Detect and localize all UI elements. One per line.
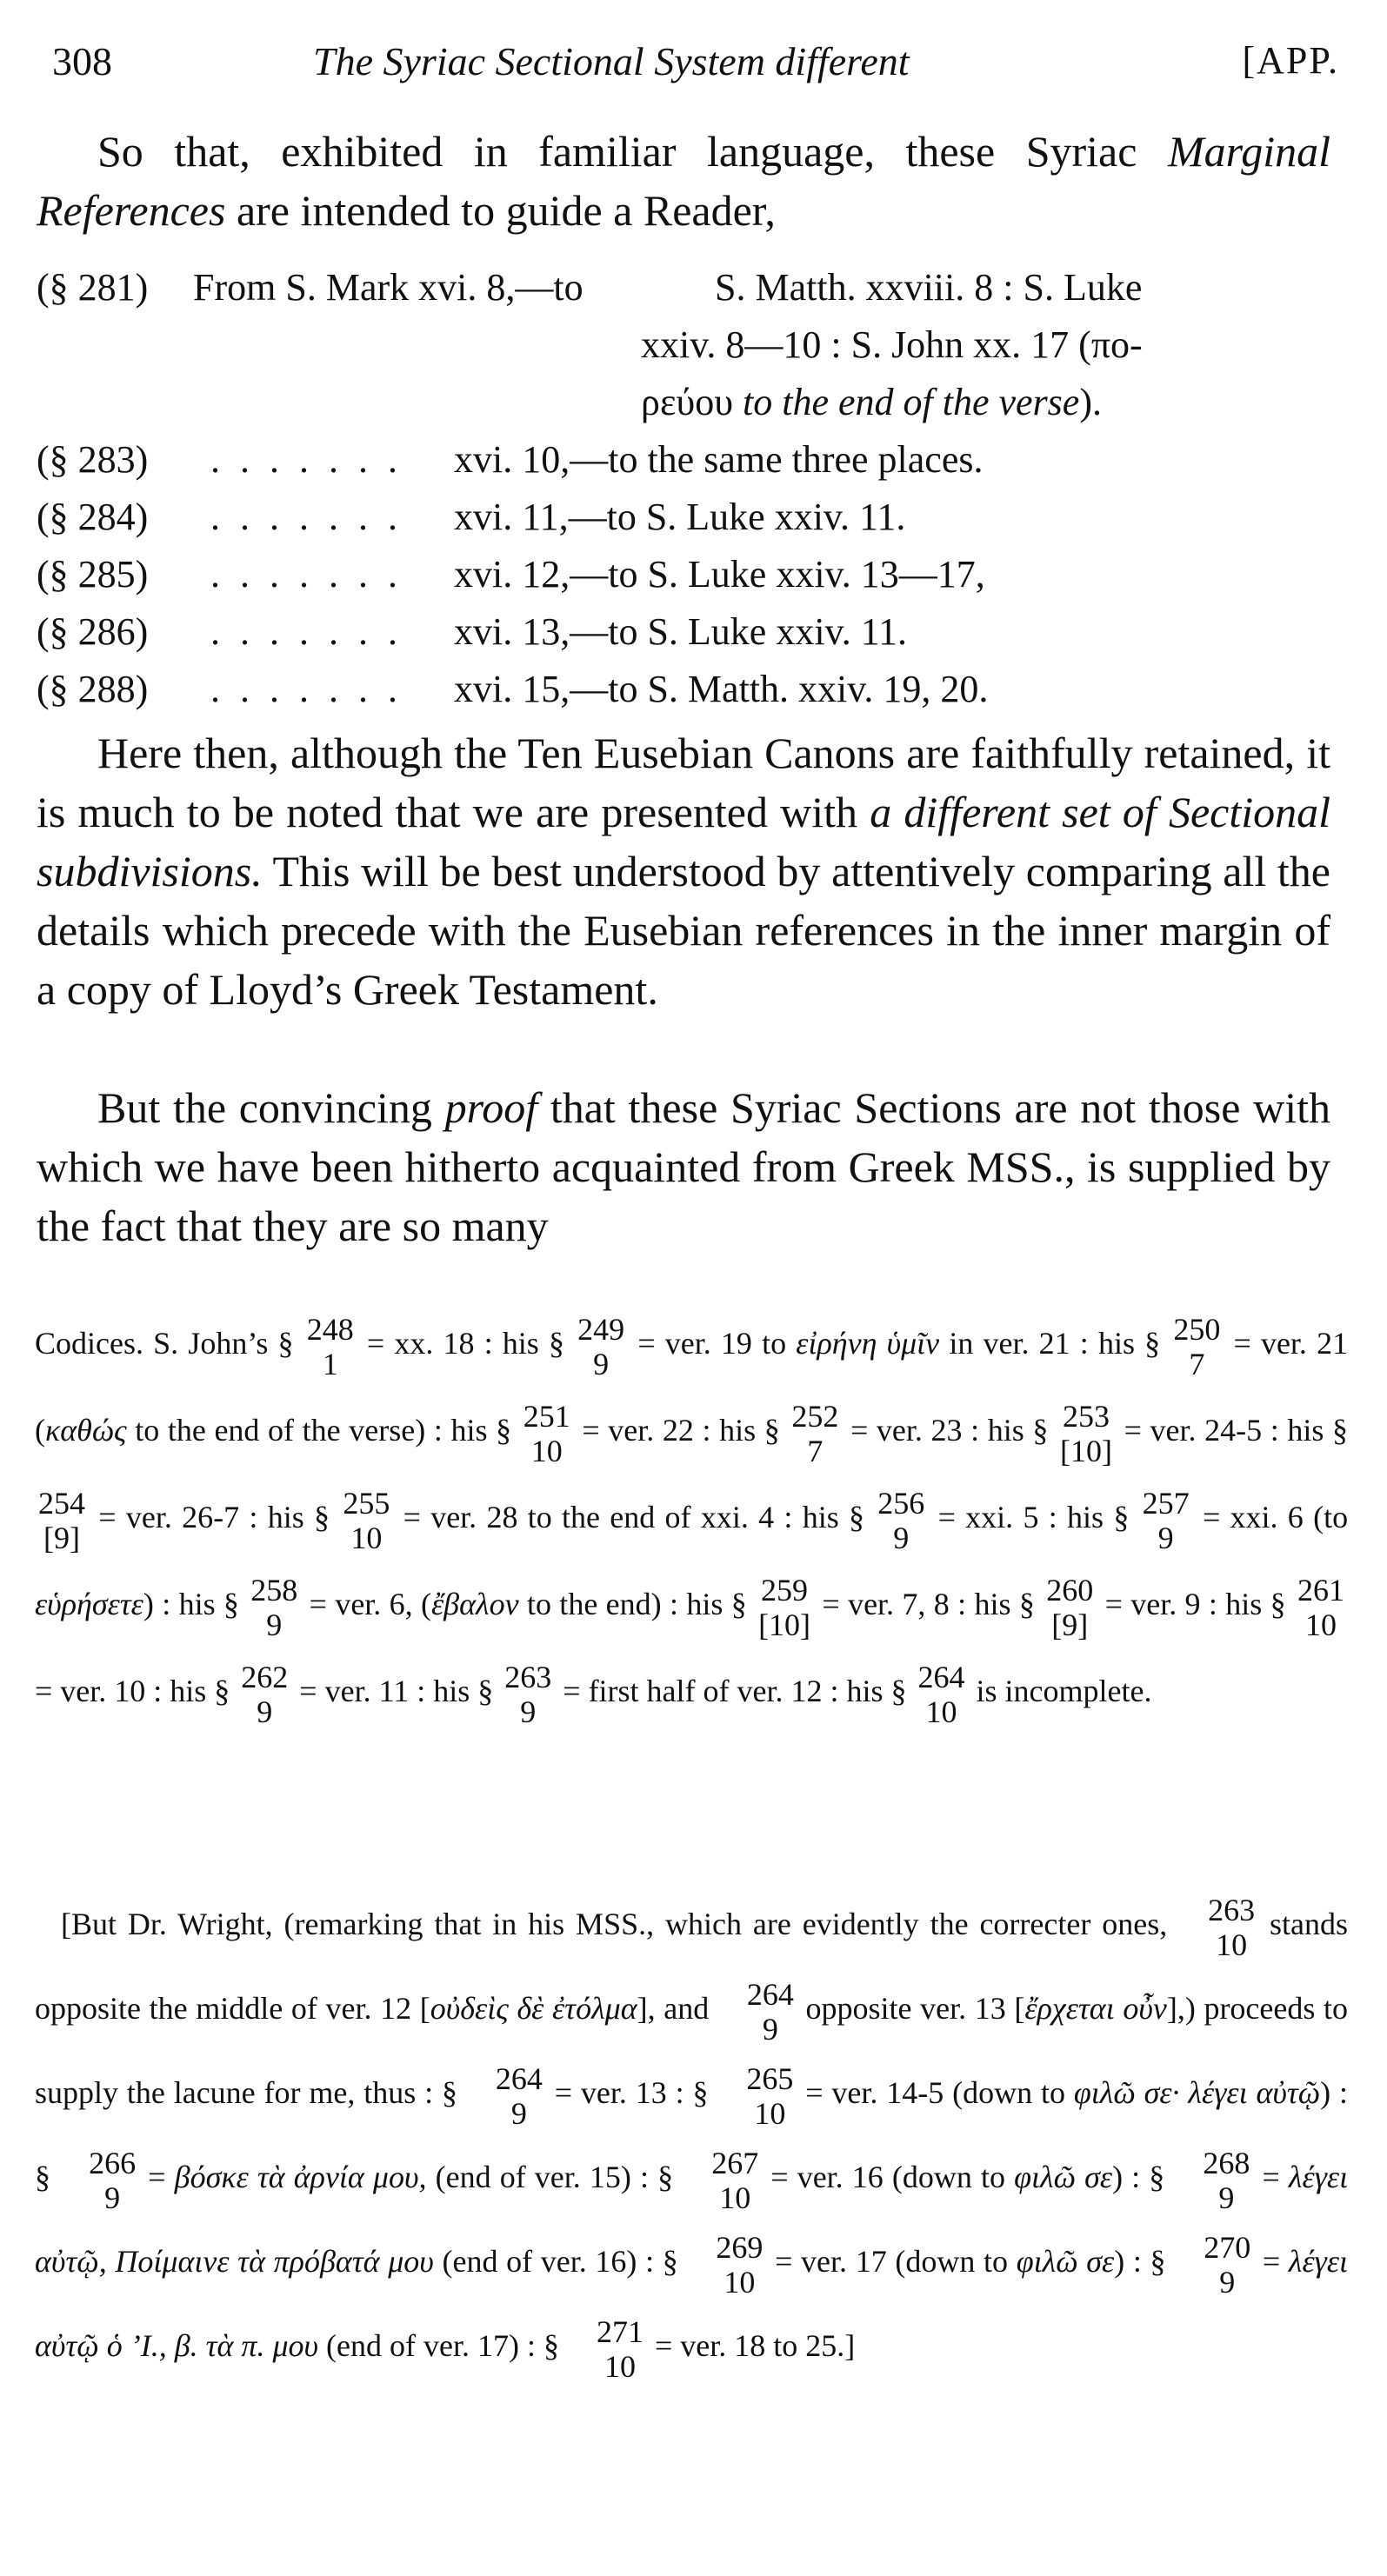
editorial-note: [But Dr. Wright, (remarking that in his MSS., which are evidently the correcter ones, 263 10 stands opposite the middle of ver. 12 [οὐδεὶς δὲ ἐτόλμα], and 264 9 opposite ver. 13 [ἔρχεται οὖν],) proceeds to supply the lacune for me, thus : § 264 9 = ver. 13 : § 265 10 = ver. 14-5 (down to φιλῶ σε· λέγει αὐτῷ) : § 266 9 = βόσκε τὰ ἀρνία μου, (end of ver. 15) : § 267 10 = ver. 16 (down to φιλῶ σε) : § 268 9 = λέγει αὐτῷ, Ποίμαινε τὰ πρόβατά μου (end of ver. 16) : § 269 10 = ver. 17 (down to φιλῶ σε) : § 270 9 = λέγει αὐτῷ ὁ ’Ι., β. τὰ π. μου (end of ver. 17) : § 271 10 = ver. 18 to 25.]	[35, 1892, 1349, 2384]
section-fraction: 263 9	[504, 1659, 552, 1729]
reference-row: (§ 284) . . . . . . . xvi. 11,—to S. Luke xxiv. 11.	[37, 496, 906, 538]
section-fraction: 256 9	[877, 1485, 925, 1555]
section-fraction: 266 9	[89, 2145, 137, 2215]
section-fraction: 262 9	[241, 1659, 289, 1729]
running-head	[52, 38, 1339, 90]
section-fraction: 271 10	[596, 2313, 643, 2384]
section-fraction: 264 9	[746, 1976, 794, 2047]
body-paragraph-1: Here then, although the Ten Eusebian Canons are faithfully retained, it is much to be noted that we are presented with a different set of Sectional subdivisions. This will be best understood by attentively comparing all the details which precede with the Eusebian references in the inner margin of a copy of Lloyd’s Greek Testament.	[37, 729, 1330, 1014]
section-fraction: 253 [10]	[1060, 1398, 1112, 1468]
section-fraction: 255 10	[343, 1485, 390, 1555]
section-fraction: 261 10	[1297, 1572, 1345, 1642]
section-fraction: 248 1	[306, 1311, 354, 1381]
page-number: 308	[52, 39, 112, 83]
section-fraction: 264 9	[495, 2060, 543, 2131]
footnote-continuation: Codices. S. John’s § 248 1 = xx. 18 : his § 249 9 = ver. 19 to εἰρήνη ὑμῖν in ver. 21 : his § 250 7 = ver. 21 (καθώς to the end of the verse) : his § 251 10 = ver. 22 : his § 252 7 = ver. 23 : his § 253 [10] = ver. 24-5 : his § 254 [9] = ver. 26-7 : his § 255 10 = ver. 28 to the end of xxi. 4 : his § 256 9 = xxi. 5 : his § 257 9 = xxi. 6 (to εὑρήσετε) : his § 258 9 = ver. 6, (ἔβαλον to the end) : his § 259 [10] = ver. 7, 8 : his § 260 [9] = ver. 9 : his § 261 10 = ver. 10 : his § 262 9 = ver. 11 : his § 263 9 = first half of ver. 12 : his § 264 10 is incomplete.	[35, 1311, 1349, 1729]
reference-list	[37, 259, 1350, 718]
section-fraction: 260 [9]	[1046, 1572, 1094, 1642]
section-fraction: 250 7	[1173, 1311, 1221, 1381]
section-fraction: 264 10	[917, 1659, 965, 1729]
reference-row: (§ 281) From S. Mark xvi. 8,—to S. Matth. xxviii. 8 : S. Luke	[37, 266, 1143, 309]
reference-continuation: ρεύου to the end of the verse).	[641, 381, 1102, 423]
section-fraction: 265 10	[746, 2060, 794, 2131]
running-title: The Syriac Sectional System different	[313, 39, 910, 83]
section-fraction: 257 9	[1142, 1485, 1190, 1555]
section-fraction: 258 9	[250, 1572, 298, 1642]
section-fraction: 252 7	[791, 1398, 839, 1468]
section-fraction: 267 10	[711, 2145, 759, 2215]
section-fraction: 270 9	[1204, 2229, 1251, 2300]
body-paragraph-2: But the convincing proof that these Syriac Sections are not those with which we have been hitherto acquainted from Greek MSS., is supplied by the fact that they are so many	[37, 1083, 1331, 1250]
intro-italic: Marginal References	[37, 127, 1330, 235]
section-fraction: 251 10	[523, 1398, 570, 1468]
section-fraction: 268 9	[1203, 2145, 1250, 2215]
section-fraction: 249 9	[577, 1311, 625, 1381]
reference-row: (§ 283) . . . . . . . xvi. 10,—to the same three places.	[37, 438, 984, 481]
section-fraction: 269 10	[716, 2229, 764, 2300]
intro-paragraph: So that, exhibited in familiar language, these Syriac Marginal References are intended to guide a Reader,	[37, 127, 1330, 235]
section-fraction: 254 [9]	[38, 1485, 85, 1555]
section-fraction: 263 10	[1208, 1892, 1256, 1962]
reference-row: (§ 285) . . . . . . . xvi. 12,—to S. Luke xxiv. 13—17,	[37, 553, 985, 596]
reference-row: (§ 288) . . . . . . . xvi. 15,—to S. Matth. xxiv. 19, 20.	[37, 668, 989, 710]
reference-row: (§ 286) . . . . . . . xvi. 13,—to S. Luke xxiv. 11.	[37, 610, 908, 653]
reference-continuation: xxiv. 8—10 : S. John xx. 17 (πο-	[641, 323, 1143, 366]
section-fraction: 259 [10]	[758, 1572, 811, 1642]
section-mark: [APP.	[1242, 39, 1339, 82]
